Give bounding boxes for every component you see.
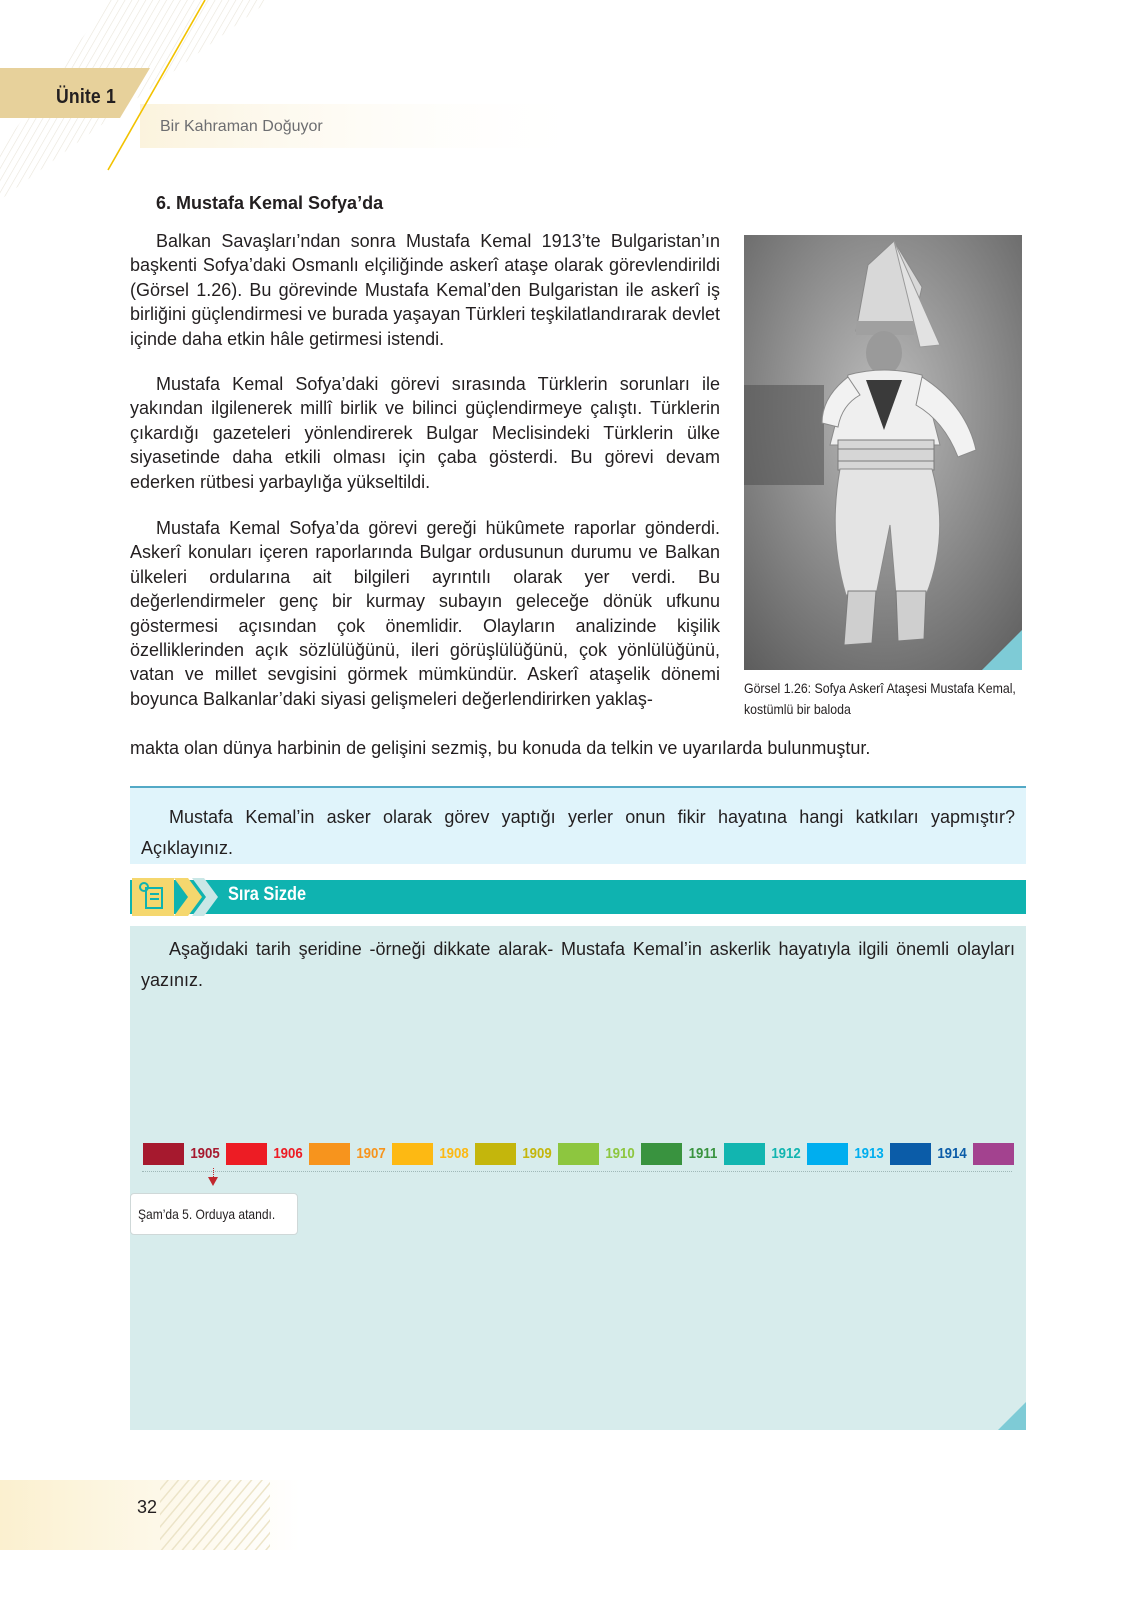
timeline-marker-arrow-icon bbox=[208, 1177, 218, 1186]
timeline-segment bbox=[641, 1143, 682, 1165]
activity-box bbox=[130, 926, 1026, 1430]
timeline-year: 1914 bbox=[937, 1145, 967, 1162]
photo-illustration bbox=[744, 235, 1022, 670]
paragraph-3-ending: makta olan dünya harbinin de gelişini sezmiş, bu konuda da telkin ve uyarılarda bulunmuştur. bbox=[130, 738, 871, 758]
page-number: 32 bbox=[137, 1497, 158, 1517]
timeline-year: 1911 bbox=[688, 1145, 718, 1162]
activity-instruction: Aşağıdaki tarih şeridine -örneği dikkate alarak- Mustafa Kemal’in askerlik hayatıyla ilgili önemli olayları yazınız. bbox=[141, 939, 1015, 990]
activity-corner-accent bbox=[130, 926, 1026, 1430]
chapter-title: Bir Kahraman Doğuyor bbox=[160, 118, 323, 135]
paragraph-3: Mustafa Kemal Sofya’da görevi gereği hükûmete raporlar gönderdi. Askerî konuları içeren raporlarında Bulgar ordusunun durumu ve Balkan ülkeleri ordularına ait bilgileri ayrıntılı olarak yer verdi. Bu değerlendirmeler genç bir kurmay subayın geleceğe dönük ufkunu göstermesi açısından çok önemlidir. Olayların analizinde kişilik özelliklerinden açık sözlülüğünü, ileri görüşlülüğünü, çok yönlülüğünü, vatan ve millet sevgisini görmek mümkündür. Askerî ataşelik dönemi boyunca Balkanlar’daki siyasi gelişmeleri değerlendirirken yaklaş- bbox=[130, 518, 720, 709]
timeline-baseline bbox=[142, 1171, 1012, 1172]
timeline-segment bbox=[226, 1143, 267, 1165]
timeline-segment bbox=[309, 1143, 350, 1165]
section-title: 6. Mustafa Kemal Sofya’da bbox=[156, 193, 384, 213]
timeline-year: 1912 bbox=[771, 1145, 801, 1162]
photo-caption: Görsel 1.26: Sofya Askerî Ataşesi Mustafa Kemal, kostümlü bir baloda bbox=[744, 680, 1016, 717]
timeline-segment bbox=[392, 1143, 433, 1165]
timeline-segment bbox=[807, 1143, 848, 1165]
timeline-segment bbox=[558, 1143, 599, 1165]
timeline-segment bbox=[724, 1143, 765, 1165]
timeline-marker-line bbox=[213, 1168, 214, 1177]
timeline-year: 1909 bbox=[522, 1145, 552, 1162]
timeline-year: 1913 bbox=[854, 1145, 884, 1162]
timeline-segment bbox=[890, 1143, 931, 1165]
timeline-year: 1905 bbox=[190, 1145, 220, 1162]
timeline-segment bbox=[475, 1143, 516, 1165]
paragraph-1: Balkan Savaşları’ndan sonra Mustafa Kemal 1913’te Bulgaristan’ın başkenti Sofya’daki Osmanlı elçiliğinde askerî ataşe olarak görevlendirildi (Görsel 1.26). Bu görevinde Mustafa Kemal’den Bulgaristan ile askerî iş birliğini güçlendirmesi ve burada yaşayan Türkleri teşkilatlandırarak devlet içinde daha etkin hâle getirmesi istendi. bbox=[130, 231, 720, 349]
timeline-example-event: Şam’da 5. Orduya atandı. bbox=[138, 1206, 276, 1222]
timeline-year: 1908 bbox=[439, 1145, 469, 1162]
unit-label: Ünite 1 bbox=[56, 86, 116, 108]
timeline-year: 1907 bbox=[356, 1145, 386, 1162]
historical-photo bbox=[744, 235, 1022, 670]
activity-title: Sıra Sizde bbox=[228, 884, 307, 905]
header-decoration bbox=[0, 0, 1134, 200]
timeline-year: 1910 bbox=[605, 1145, 635, 1162]
timeline-year: 1906 bbox=[273, 1145, 303, 1162]
question-text: Mustafa Kemal’in asker olarak görev yaptığı yerler onun fikir hayatına hangi katkıları yapmıştır? Açıklayınız. bbox=[141, 807, 1015, 858]
timeline-segment bbox=[973, 1143, 1014, 1165]
activity-icon bbox=[132, 878, 228, 916]
timeline-segment bbox=[143, 1143, 184, 1165]
paragraph-2: Mustafa Kemal Sofya’daki görevi sırasında Türklerin sorunları ile yakından ilgilenerek millî birlik ve bilinci güçlendirmeye çalıştı. Türklerin çıkardığı gazeteleri yönlendirerek Bulgar Meclisindeki Türklerin ülke siyasetinde daha etkili olması için çaba gösterdi. Bu görevi devam ederken rütbesi yarbaylığa yükseltildi. bbox=[130, 374, 720, 492]
